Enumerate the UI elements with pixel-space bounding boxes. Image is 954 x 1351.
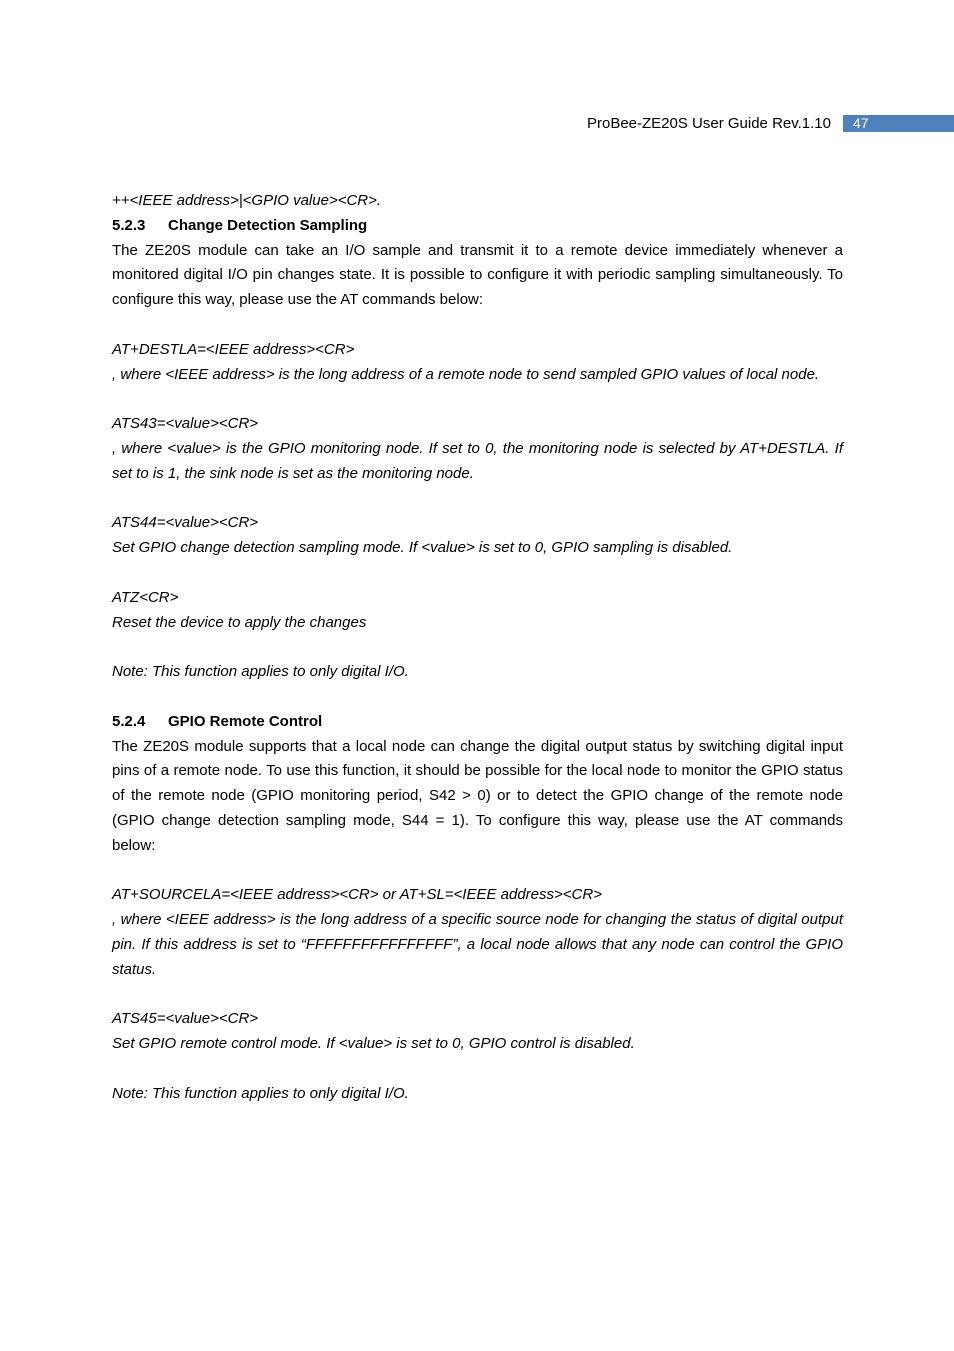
command-description: , where <value> is the GPIO monitoring node. If set to 0, the monitoring node is selected by AT+DESTLA. If set to is 1, the sink node is set as the monitoring node. (112, 439, 843, 482)
command-description: , where <IEEE address> is the long address of a remote node to send sampled GPIO values of local node. (112, 365, 820, 383)
at-command: ATS44=<value><CR> (112, 514, 259, 532)
at-command: ATS45=<value><CR> (112, 1010, 259, 1028)
command-continuation: ++<IEEE address>|<GPIO value><CR>. (112, 192, 382, 209)
command-description: , where <IEEE address> is the long address of a specific source node for changing the status of digital output pin. If this address is set to “FFFFFFFFFFFFFFFF”, a local node allows that any node can control the GPIO status. (112, 911, 843, 978)
note: Note: This function applies to only digital I/O. (112, 1084, 409, 1102)
page-number-badge: 47 (843, 115, 954, 132)
at-command: AT+SOURCELA=<IEEE address><CR> or AT+SL=<IEEE address><CR> (112, 886, 602, 904)
at-command: ATZ<CR> (112, 588, 179, 606)
command-description: Reset the device to apply the changes (112, 613, 367, 631)
note: Note: This function applies to only digital I/O. (112, 663, 409, 681)
page-body (112, 189, 843, 1106)
body-paragraph: The ZE20S module supports that a local node can change the digital output status by switching digital input pins of a remote node. To use this function, it should be possible for the local node to monitor the GPIO status of the remote node (GPIO monitoring period, S42 > 0) or to detect the GPIO change of the remote node (GPIO change detection sampling mode, S44 = 1). To configure this way, please use the AT commands below: (112, 737, 843, 854)
section-number: 5.2.4 (112, 712, 146, 730)
section-heading-5-2-3 (112, 214, 843, 239)
command-description: Set GPIO remote control mode. If <value> is set to 0, GPIO control is disabled. (112, 1035, 635, 1053)
body-paragraph: The ZE20S module can take an I/O sample and transmit it to a remote device immediately whenever a monitored digital I/O pin changes state. It is possible to configure it with periodic sampling simultaneously. To configure this way, please use the AT commands below: (112, 241, 843, 309)
at-command: AT+DESTLA=<IEEE address><CR> (112, 340, 355, 358)
command-description: Set GPIO change detection sampling mode. If <value> is set to 0, GPIO sampling is disabled. (112, 539, 733, 557)
section-number: 5.2.3 (112, 216, 146, 234)
section-title: GPIO Remote Control (168, 712, 323, 730)
section-title: Change Detection Sampling (168, 216, 368, 234)
running-header-title: ProBee-ZE20S User Guide Rev.1.10 (586, 115, 831, 132)
section-heading-5-2-4 (112, 710, 843, 735)
at-command: ATS43=<value><CR> (112, 415, 259, 433)
